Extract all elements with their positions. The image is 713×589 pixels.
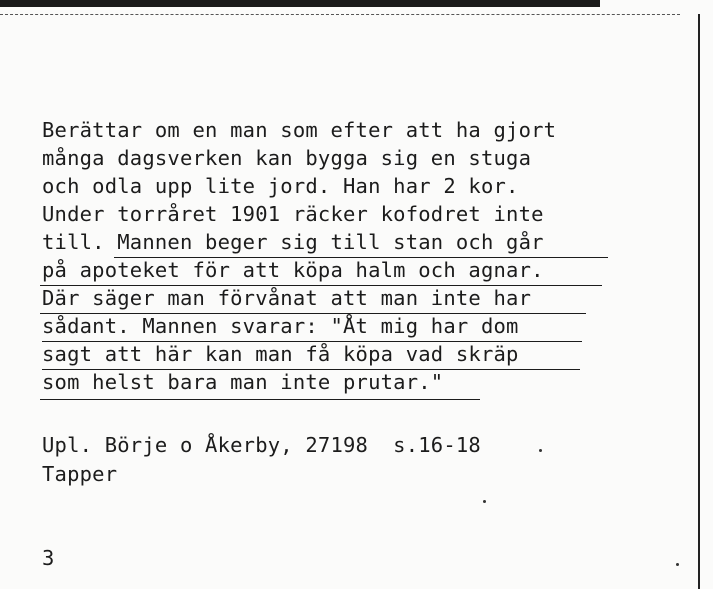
story-text <box>42 118 557 406</box>
text-line-7: Där säger man förvånat att man inte har <box>42 286 532 310</box>
underline-1 <box>114 257 608 258</box>
text-line-5: till. Mannen beger sig till stan och går <box>42 230 544 254</box>
speck <box>676 563 679 566</box>
card-top-rule <box>0 14 680 15</box>
underline-3 <box>40 313 586 314</box>
text-line-4: Under torråret 1901 räcker kofodret inte <box>42 202 544 226</box>
text-line-3: och odla upp lite jord. Han har 2 kor. <box>42 174 519 198</box>
speck <box>483 500 486 503</box>
underline-2 <box>40 285 602 286</box>
text-line-9: sagt att här kan man få köpa vad skräp <box>42 342 519 366</box>
page-number: 3 <box>42 546 55 570</box>
text-line-6: på apoteket för att köpa halm och agnar. <box>42 258 544 282</box>
underline-5 <box>42 369 580 370</box>
text-line-10: som helst bara man inte prutar." <box>42 370 444 394</box>
text-line-8: sådant. Mannen svarar: "Åt mig har dom <box>42 314 519 338</box>
underline-4 <box>42 341 582 342</box>
text-line-1: Berättar om en man som efter att ha gjort <box>42 118 557 142</box>
source-citation: Upl. Börje o Åkerby, 27198 s.16-18 <box>42 433 481 457</box>
informant-name: Tapper <box>42 462 118 486</box>
text-line-2: många dagsverken kan bygga sig en stuga <box>42 146 532 170</box>
underline-6 <box>40 399 480 400</box>
speck <box>539 449 542 452</box>
card-top-edge <box>0 0 600 7</box>
card-right-edge <box>698 14 700 589</box>
